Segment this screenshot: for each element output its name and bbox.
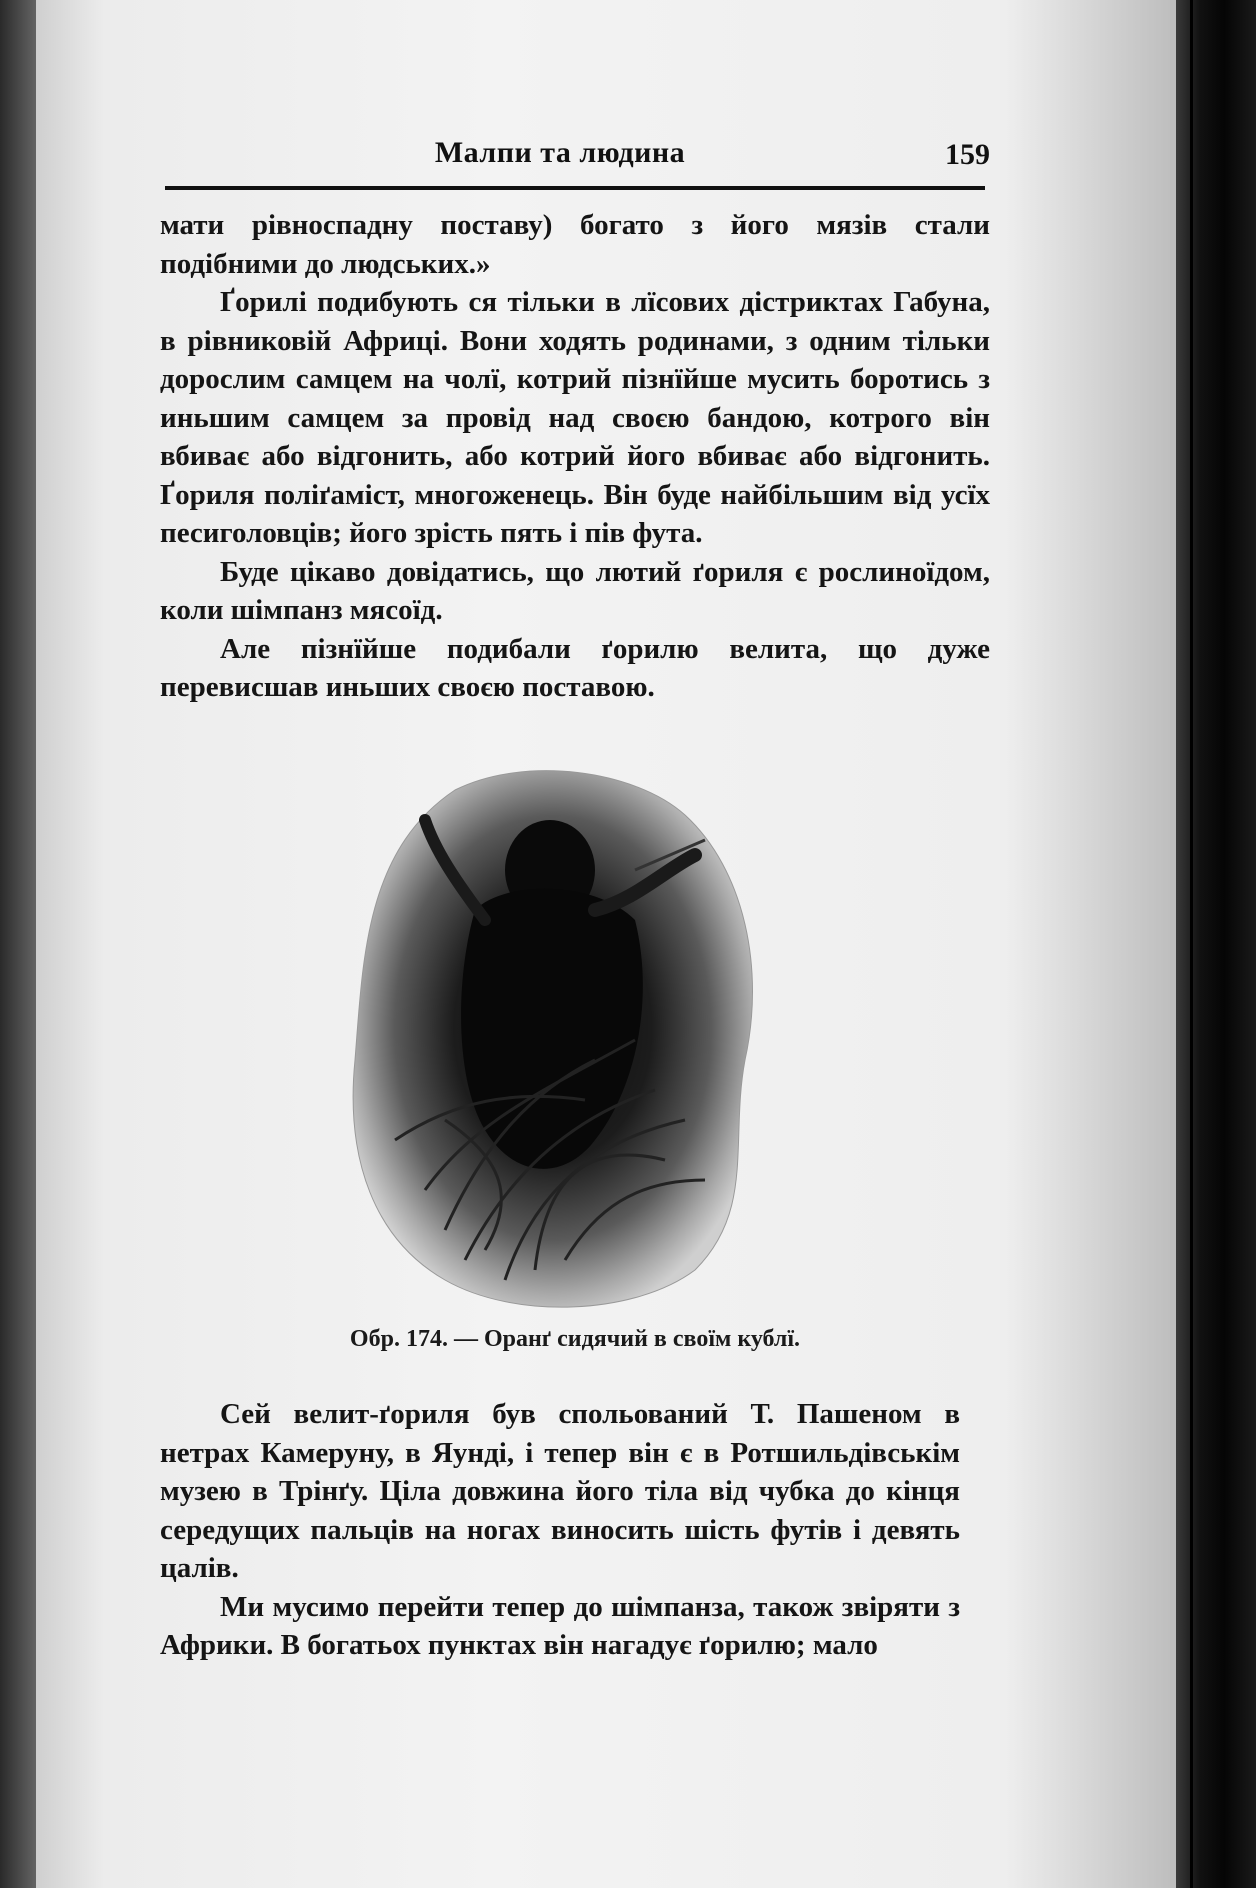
book-binding	[1176, 0, 1256, 1888]
text-block-top	[160, 206, 990, 707]
page-header	[130, 136, 990, 176]
paragraph: Ґорилі подибують ся тільки в лїсових дістриктах Габуна, в рівниковій Африці. Вони ходять родинами, з одним тільки дорослим самцем на чолї, котрий пізнїйше мусить боротись з иньшим самцем за провід над своєю бандою, котрого він вбиває або відгонить, або котрий його вбиває або відгонить. Ґориля поліґаміст, многоженець. Він буде найбільшим від усїх песиголовців; його зрість пять і пів фута.	[160, 286, 990, 549]
figure-illustration	[335, 760, 765, 1320]
paragraph: мати рівноспадну поставу) богато з його мязів стали подібними до людських.»	[160, 209, 990, 280]
binding-shadow-line	[1190, 0, 1193, 1888]
paragraph: Ми мусимо перейти тепер до шімпанза, також звіряти з Африки. В богатьох пунктах він нагадує ґорилю; мало	[160, 1590, 960, 1661]
running-title: Малпи та людина	[434, 136, 686, 169]
page-number: 159	[945, 138, 990, 171]
text-block-bottom	[160, 1395, 960, 1665]
scan-edge-left	[0, 0, 40, 1888]
header-rule	[165, 186, 985, 190]
orangutan-engraving	[335, 760, 765, 1320]
paragraph: Буде цікаво довідатись, що лютий ґориля є рослиноїдом, коли шімпанз мясоїд.	[160, 555, 990, 626]
figure-caption: Обр. 174. — Оранґ сидячий в своїм кублї.	[349, 1326, 801, 1352]
paragraph: Але пізнїйше подибали ґорилю велита, що дуже перевисшав иньших своєю поставою.	[160, 632, 990, 703]
paragraph: Сей велит-ґориля був спольований Т. Пашеном в нетрах Камеруну, в Яунді, і тепер він є в Ротшильдівськім музею в Трінґу. Ціла довжина його тіла від чубка до кінця середущих пальців на ногах виносить шість футів і девять цалів.	[160, 1398, 960, 1584]
